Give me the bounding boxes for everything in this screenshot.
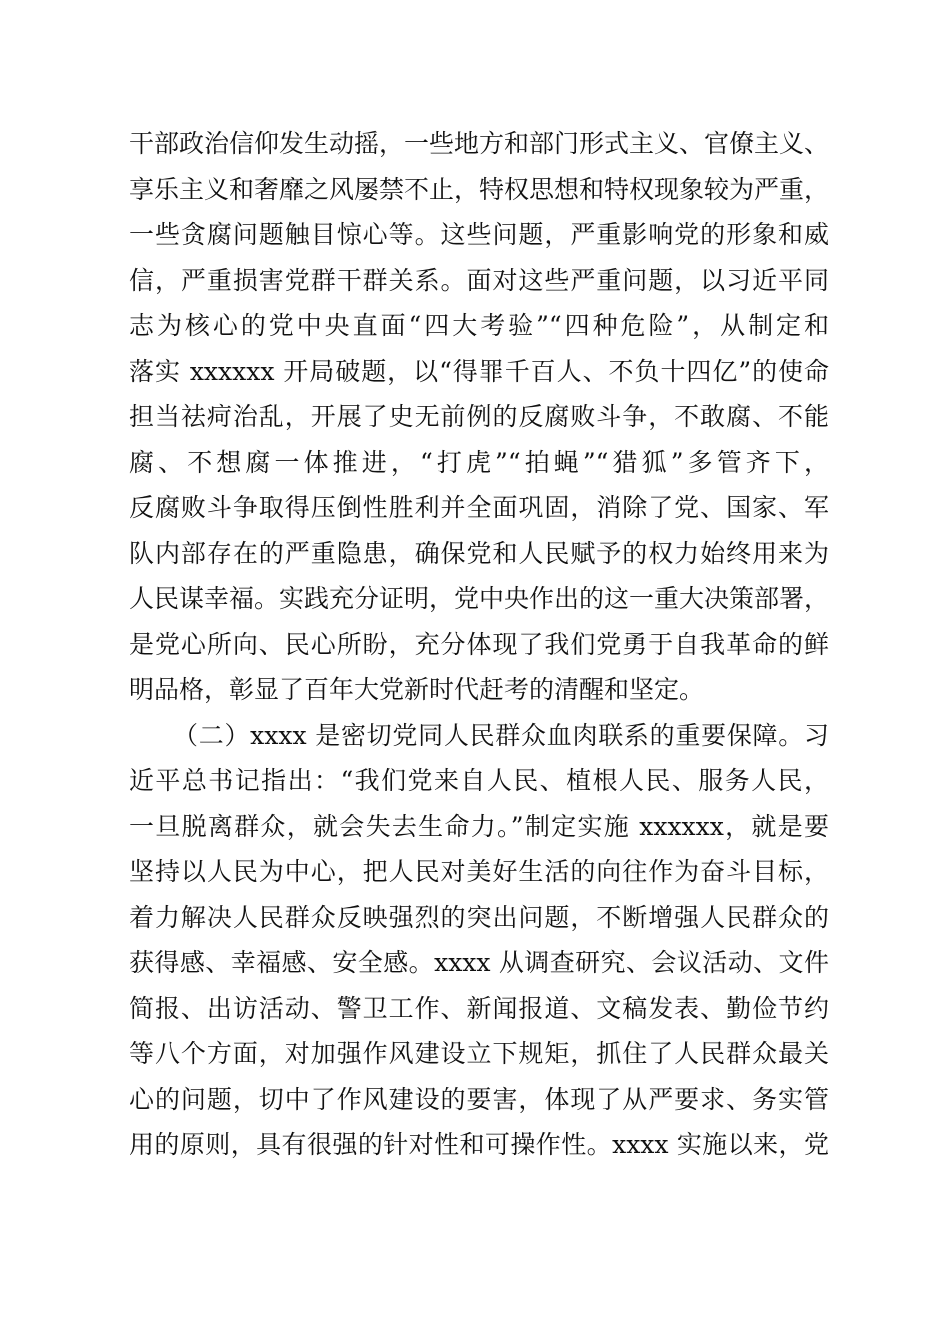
text-line: 一些贪腐问题触目惊心等。这些问题，严重影响党的形象和威 xyxy=(129,220,829,249)
text-line: 近平总书记指出：“我们党来自人民、植根人民、服务人民， xyxy=(129,766,829,795)
text-line: 腐、不想腐一体推进，“打虎”“拍蝇”“猎狐”多管齐下， xyxy=(129,447,829,477)
text-line: 一旦脱离群众，就会失去生命力。”制定实施 xxxxxx，就是要 xyxy=(129,811,829,841)
text-line: 信，严重损害党群干群关系。面对这些严重问题，以习近平同 xyxy=(129,265,829,295)
text-line: 人民谋幸福。实践充分证明，党中央作出的这一重大决策部署， xyxy=(129,584,830,613)
text-line: 享乐主义和奢靡之风屡禁不止，特权思想和特权现象较为严重， xyxy=(129,174,830,204)
text-line: 获得感、幸福感、安全感。xxxx 从调查研究、会议活动、文件 xyxy=(129,948,829,977)
text-line: 落实 xxxxxx 开局破题，以“得罪千百人、不负十四亿”的使命 xyxy=(129,356,829,386)
text-line: 用的原则，具有很强的针对性和可操作性。xxxx 实施以来，党 xyxy=(129,1130,829,1159)
section-heading-line: （二）xxxx 是密切党同人民群众血肉联系的重要保障。习 xyxy=(173,720,829,750)
text-line: 队内部存在的严重隐患，确保党和人民赋予的权力始终用来为 xyxy=(129,538,829,568)
text-line: 坚持以人民为中心，把人民对美好生活的向往作为奋斗目标， xyxy=(129,857,829,886)
text-line: 志为核心的党中央直面“四大考验”“四种危险”，从制定和 xyxy=(129,311,829,340)
text-line: 简报、出访活动、警卫工作、新闻报道、文稿发表、勤俭节约 xyxy=(129,993,829,1023)
text-line: 是党心所向、民心所盼，充分体现了我们党勇于自我革命的鲜 xyxy=(129,629,829,659)
text-line: 等八个方面，对加强作风建设立下规矩，抓住了人民群众最关 xyxy=(129,1039,829,1068)
document-body xyxy=(129,121,829,1168)
paragraph-1 xyxy=(129,121,829,713)
text-line: 担当祛疴治乱，开展了史无前例的反腐败斗争，不敢腐、不能 xyxy=(129,402,829,431)
text-line: 着力解决人民群众反映强烈的突出问题，不断增强人民群众的 xyxy=(129,902,829,932)
text-line: 心的问题，切中了作风建设的要害，体现了从严要求、务实管 xyxy=(129,1084,829,1114)
paragraph-2 xyxy=(129,713,829,1168)
text-line: 干部政治信仰发生动摇，一些地方和部门形式主义、官僚主义、 xyxy=(129,129,830,158)
text-line: 明品格，彰显了百年大党新时代赶考的清醒和坚定。 xyxy=(129,675,705,704)
text-line: 反腐败斗争取得压倒性胜利并全面巩固，消除了党、国家、军 xyxy=(129,493,829,522)
